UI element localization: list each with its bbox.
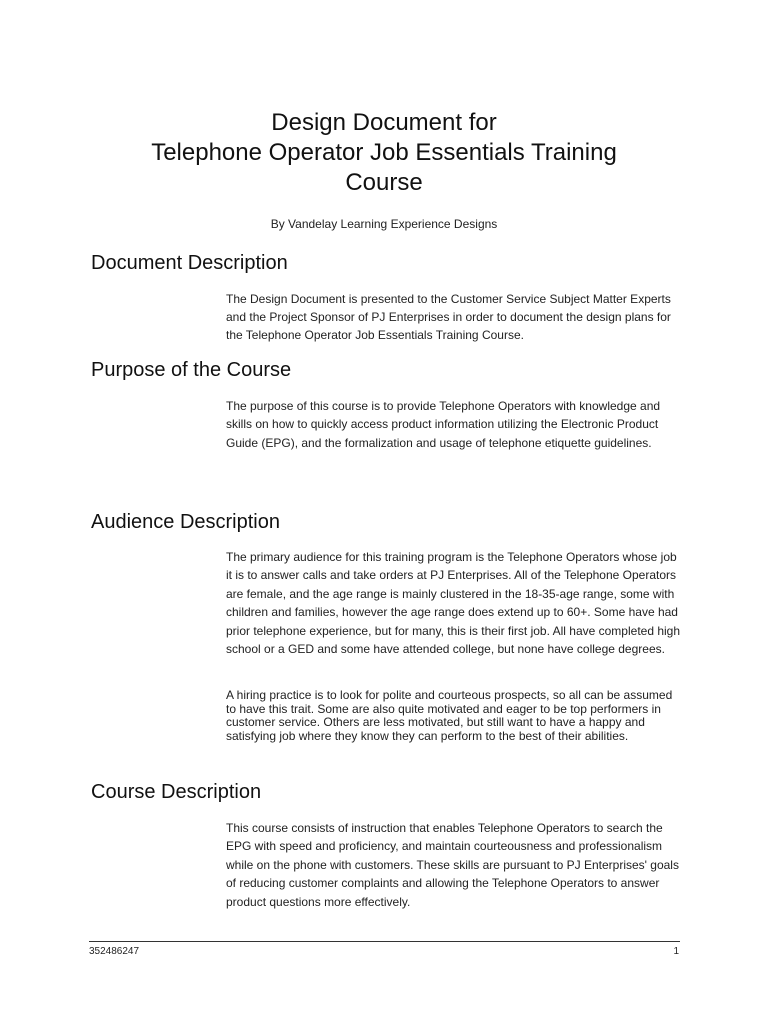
title-line-3: Course [345, 169, 423, 196]
title-line-1: Design Document for [271, 109, 497, 136]
title-line-2: Telephone Operator Job Essentials Training [151, 139, 617, 166]
footer-divider [89, 941, 680, 942]
footer-page-number: 1 [673, 946, 679, 957]
paragraph-audience-description-1: The primary audience for this training program is the Telephone Operators whose job it is to answer calls and take orders at PJ Enterprises. All of the Telephone Operators are female, and the age range is mainly clustered in the 18-35-age range, some with children and families, however the age range does extend up to 60+. Some have had prior telephone experience, but for many, this is their first job. All have completed high school or a GED and some have attended college, but none have college degrees. [226, 550, 681, 657]
heading-purpose-of-course: Purpose of the Course [91, 359, 292, 381]
paragraph-course-description: This course consists of instruction that enables Telephone Operators to search the EPG with speed and proficiency, and maintain courteousness and professionalism while on the phone with customers. These skills are pursuant to PJ Enterprises' goals of reducing customer complaints and allowing the Telephone Operators to answer product questions more effectively. [226, 821, 679, 909]
document-title [0, 108, 768, 198]
heading-document-description: Document Description [91, 252, 288, 274]
paragraph-document-description: The Design Document is presented to the Customer Service Subject Matter Experts and the Project Sponsor of PJ Enterprises in order to document the design plans for the Telephone Operator Job Essentials Training Course. [226, 292, 671, 342]
heading-audience-description: Audience Description [91, 511, 280, 533]
footer-document-id: 352486247 [89, 946, 140, 957]
heading-course-description: Course Description [91, 781, 262, 803]
paragraph-audience-description-2: A hiring practice is to look for polite and courteous prospects, so all can be assumed to have this trait. Some are also quite motivated and eager to be top performers in customer service. Others are less motivated, but still want to have a happy and satisfying job where they know they can perform to the best of their abilities. [226, 688, 673, 743]
byline: By Vandelay Learning Experience Designs [270, 217, 498, 231]
paragraph-purpose-of-course: The purpose of this course is to provide Telephone Operators with knowledge and skills on how to quickly access product information utilizing the Electronic Product Guide (EPG), and the formalization and usage of telephone etiquette guidelines. [226, 399, 661, 450]
